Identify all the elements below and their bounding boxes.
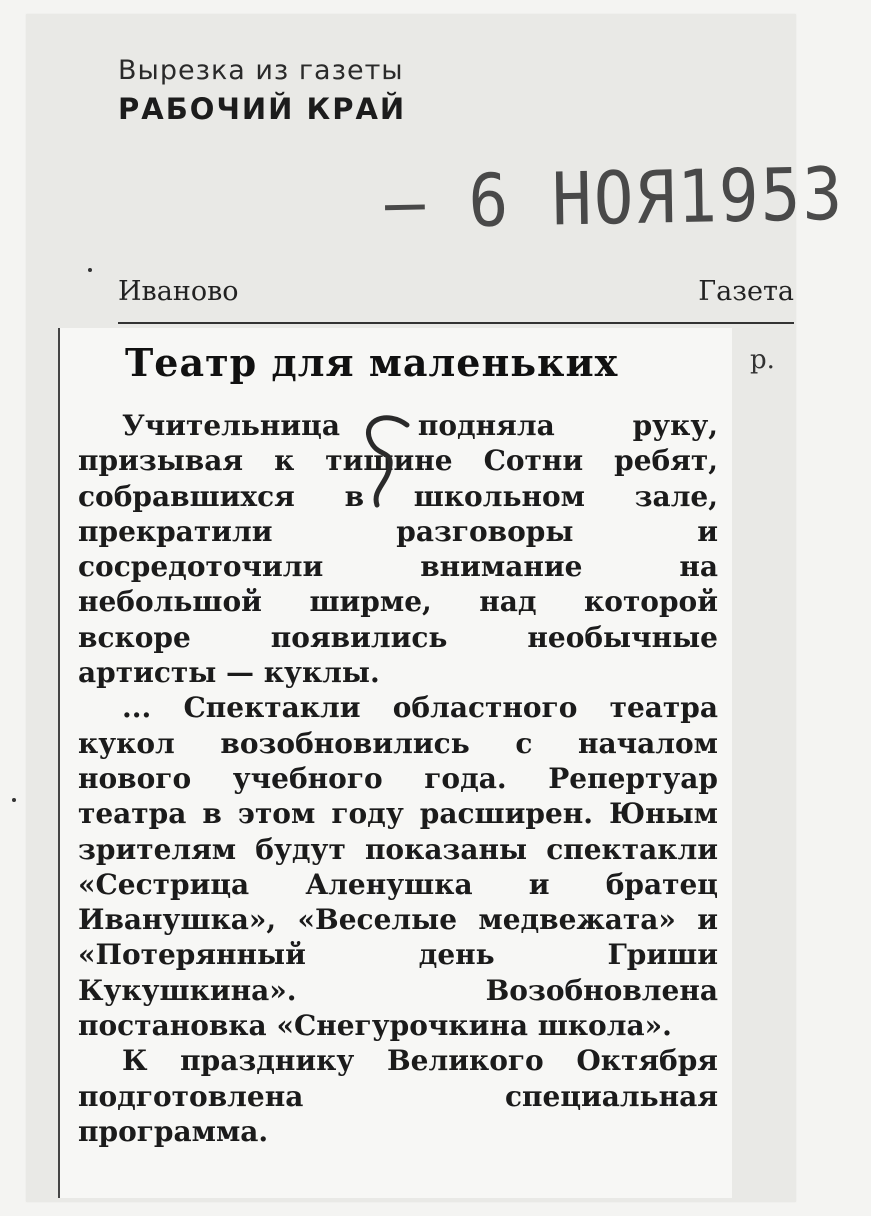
- header-divider: [118, 322, 794, 324]
- speck: [88, 268, 92, 272]
- paper-label: Газета: [698, 276, 794, 307]
- article-paragraph-2: ... Спектакли областного театра кукол возобновились с началом нового учебного года. Репертуар театра в этом году расширен. Юным зрителям будут показаны спектакли «Сестрица Аленушка и братец Иванушка», «Веселые медвежата» и «Потерянный день Гриши Кукушкина». Возобновлена постановка «Снегурочкина школа».: [78, 691, 718, 1043]
- newspaper-name: РАБОЧИЙ КРАЙ: [118, 92, 407, 126]
- speck: [12, 798, 16, 802]
- city-label: Иваново: [118, 276, 239, 307]
- clipping-source-label: [118, 55, 406, 126]
- article-paragraph-3: К празднику Великого Октября подготовлена специальная программа.: [78, 1044, 718, 1148]
- pencil-mark-icon: [352, 405, 422, 525]
- date-stamp: – 6 НОЯ1953: [384, 151, 845, 246]
- article-paragraph-1: Учительница подняла руку, призывая к тишине Сотни ребят, собравшихся в школьном зале, прекратили разговоры и сосредоточили внимание на небольшой ширме, над которой вскоре появились необычные артисты — куклы.: [78, 409, 718, 690]
- clipping-label-line1: Вырезка из газеты: [118, 55, 404, 86]
- meta-row: [118, 276, 794, 307]
- article-title: Театр для маленьких: [125, 340, 619, 385]
- stray-text-fragment: р.: [750, 345, 775, 375]
